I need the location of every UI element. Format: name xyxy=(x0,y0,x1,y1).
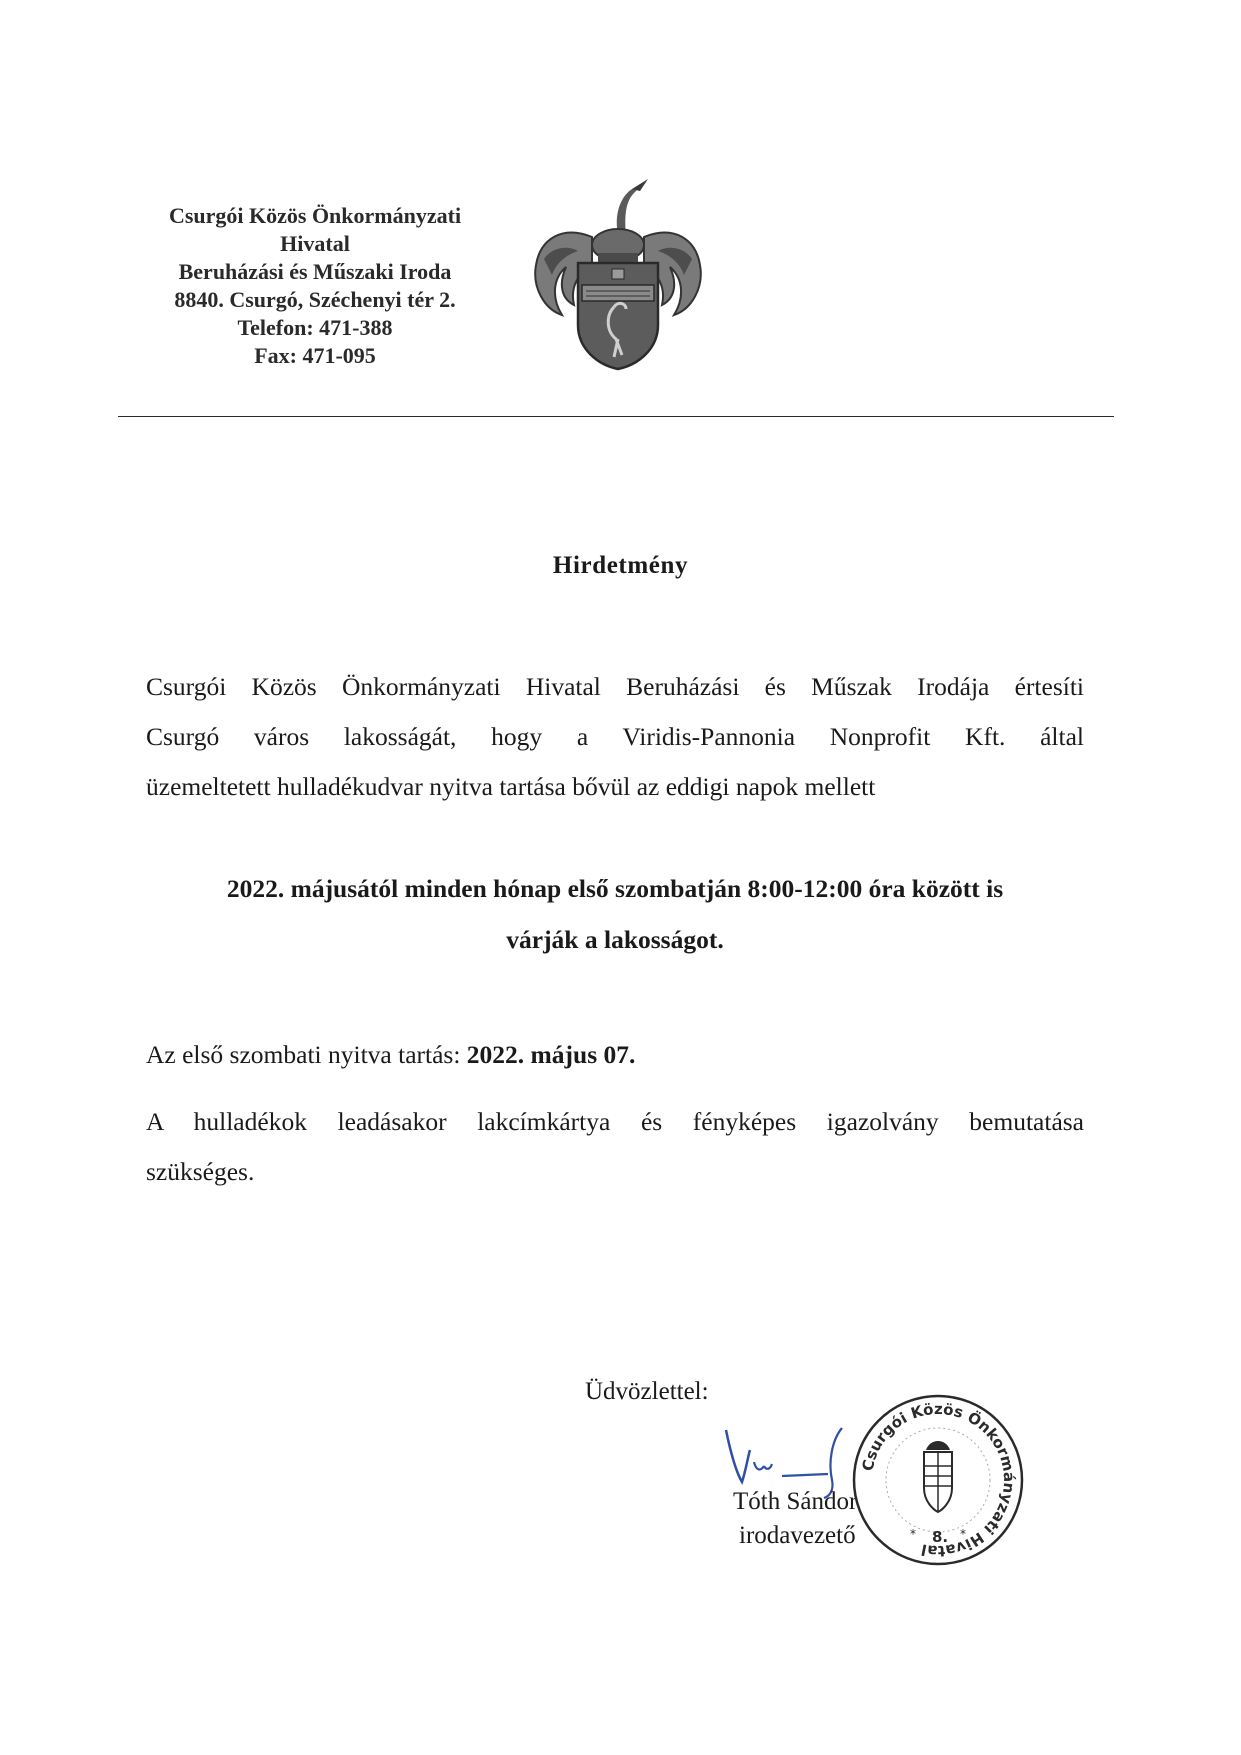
highlight-line-2: várják a lakosságot. xyxy=(506,925,724,954)
svg-text:*: * xyxy=(960,1527,966,1541)
intro-line-3: üzemeltetett hulladékudvar nyitva tartása bővül az eddigi napok mellett xyxy=(146,772,876,801)
document-title: Hirdetmény xyxy=(552,552,689,579)
letterhead-line-6: Fax: 471-095 xyxy=(254,343,376,368)
coat-of-arms-icon xyxy=(522,175,714,371)
header-divider xyxy=(118,416,1114,417)
letterhead xyxy=(135,202,495,370)
requirement-line-1: A hulladékok leadásakor lakcímkártya és fényképes igazolvány bemutatása xyxy=(146,1107,1084,1136)
first-saturday-date: 2022. május 07. xyxy=(466,1040,636,1069)
letterhead-line-4: 8840. Csurgó, Széchenyi tér 2. xyxy=(174,287,456,312)
intro-paragraph xyxy=(146,662,1084,812)
svg-text:*: * xyxy=(910,1527,916,1541)
stamp-number: 8. xyxy=(932,1528,949,1546)
highlight-line-1: 2022. májusától minden hónap első szombatján 8:00-12:00 óra között is xyxy=(226,874,1004,903)
closing-greeting: Üdvözlettel: xyxy=(585,1378,709,1405)
signatory-name: Tóth Sándor xyxy=(733,1488,858,1515)
letterhead-line-3: Beruházási és Műszaki Iroda xyxy=(178,259,452,284)
signatory-role: irodavezető xyxy=(739,1522,856,1549)
official-stamp-icon xyxy=(850,1392,1026,1568)
first-saturday-label: Az első szombati nyitva tartás: xyxy=(146,1040,467,1069)
letterhead-line-5: Telefon: 471-388 xyxy=(237,315,393,340)
stamp-ring-text: Csurgói Közös Önkormányzati Hivatal xyxy=(858,1399,1019,1561)
requirement-line-2: szükséges. xyxy=(146,1157,255,1186)
first-saturday-line xyxy=(146,1040,635,1070)
highlight-paragraph xyxy=(146,863,1084,965)
letterhead-line-1: Csurgói Közös Önkormányzati xyxy=(168,203,462,228)
letterhead-line-2: Hivatal xyxy=(280,231,350,256)
intro-line-2: Csurgó város lakosságát, hogy a Viridis-Pannonia Nonprofit Kft. által xyxy=(146,722,1084,751)
intro-line-1: Csurgói Közös Önkormányzati Hivatal Beruházási és Műszak Irodája értesíti xyxy=(146,672,1084,701)
requirement-paragraph xyxy=(146,1097,1084,1197)
